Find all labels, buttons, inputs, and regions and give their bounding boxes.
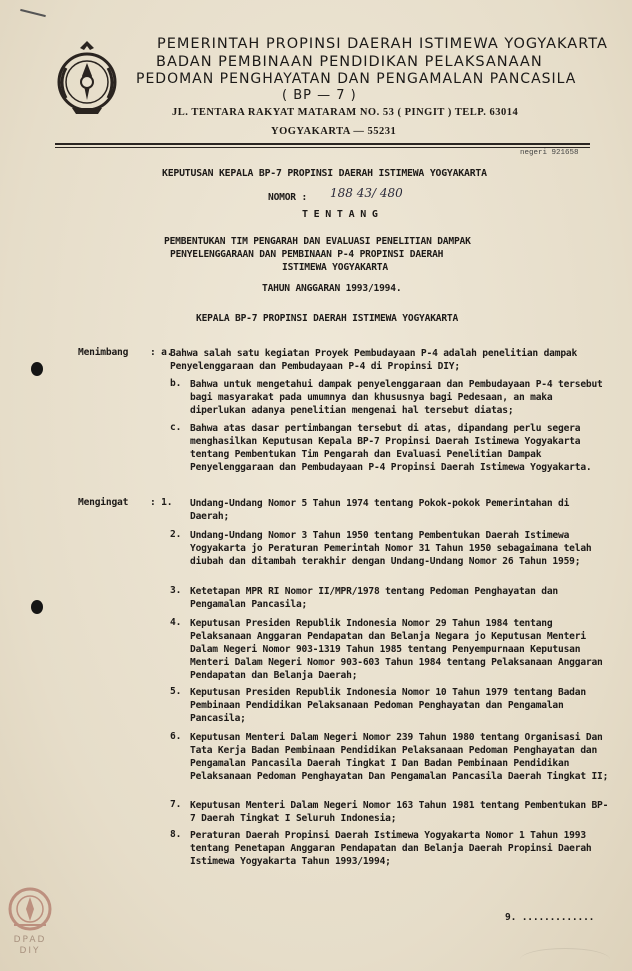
mengingat-item-6 (190, 731, 610, 783)
menimbang-item-c-text: Bahwa atas dasar pertimbangan tersebut di atas, dipandang perlu segera menghasilkan Keputusan Kepala BP-7 Propinsi Daerah Istimewa Yogyakarta tentang Pembentukan Tim Pengarah dan Evaluasi Penelitian Dampak Penyelenggaraan dan Pembudayaan P-4 Propinsi Daerah Istimewa Yogyakarta. (190, 423, 592, 473)
decree-subject-line-3: ISTIMEWA YOGYAKARTA (282, 262, 388, 273)
mengingat-marker-5: 5. (170, 686, 182, 697)
decree-number-handwritten: 188 43/ 480 (330, 186, 403, 200)
mengingat-item-7 (190, 799, 610, 825)
menimbang-item-b (190, 378, 610, 417)
letterhead-city: YOGYAKARTA — 55231 (271, 126, 397, 137)
mengingat-marker-3: 3. (170, 585, 182, 596)
mengingat-item-2-text: Undang-Undang Nomor 3 Tahun 1950 tentang Pembentukan Daerah Istimewa Yogyakarta jo Peraturan Pemerintah Nomor 31 Tahun 1950 sebagaimana telah diubah dan ditambah terakhir dengan Undang-Undang Nomor 26 Tahun 1959; (190, 530, 592, 567)
decree-fiscal-year: TAHUN ANGGARAN 1993/1994. (262, 283, 402, 294)
punch-hole-top (31, 362, 43, 376)
mengingat-item-4-text: Keputusan Presiden Republik Indonesia Nomor 29 Tahun 1984 tentang Pelaksanaan Anggaran Pendapatan dan Belanja Negara jo Keputusan Menteri Dalam Negeri Nomor 903-1319 Tahun 1985 tentang Penyempurnaan Keputusan Menteri Dalam Negeri Nomor 903-603 Tahun 1984 tentang Pelaksanaan Anggaran Pendapatan dan Belanja Daerah; (190, 618, 603, 681)
archive-number: negeri 921658 (520, 149, 579, 157)
menimbang-item-b-text: Bahwa untuk mengetahui dampak penyelenggaraan dan Pembudayaan P-4 tersebut bagi masyarakat pada umumnya dan khususnya bagi Pedesaan, an maka diperlukan adanya penelitian mengenai hal tersebut diatas; (190, 379, 603, 416)
mengingat-item-8-text: Peraturan Daerah Propinsi Daerah Istimewa Yogyakarta Nomor 1 Tahun 1993 tentang Penetapan Anggaran Pendapatan dan Belanja Daerah Propinsi Daerah Istimewa Yogyakarta Tahun 1993/1994; (190, 830, 592, 867)
mengingat-marker-1: : 1. (150, 497, 173, 508)
mengingat-item-7-text: Keputusan Menteri Dalam Negeri Nomor 163 Tahun 1981 tentang Pembentukan BP-7 Daerah Tingkat I Seluruh Indonesia; (190, 800, 609, 824)
mengingat-marker-2: 2. (170, 529, 182, 540)
mengingat-label: Mengingat (78, 497, 129, 508)
menimbang-marker-a: : a. (150, 347, 173, 358)
mengingat-item-6-text: Keputusan Menteri Dalam Negeri Nomor 239 Tahun 1980 tentang Organisasi Dan Tata Kerja Badan Pembinaan Pendidikan Pelaksanaan Pedoman Penghayatan dan Pengamalan Pancasila Daerah Tingkat I Dan Badan Pembinaan Pendidikan Pelaksanaan Pedoman Penghayatan Dan Pengamalan Pancasila Daerah Tingkat II; (190, 732, 609, 782)
ink-mark (20, 9, 46, 17)
decree-tentang: T E N T A N G (302, 209, 378, 220)
decree-subject-line-1: PEMBENTUKAN TIM PENGARAH DAN EVALUASI PENELITIAN DAMPAK (164, 236, 471, 247)
mengingat-item-8 (190, 829, 610, 868)
mengingat-item-2 (190, 529, 610, 568)
mengingat-item-5-text: Keputusan Presiden Republik Indonesia Nomor 10 Tahun 1979 tentang Badan Pembinaan Pendidikan Pelaksanaan Pedoman Penghayatan dan Pengamalan Pancasila; (190, 687, 586, 724)
continuation-marker: 9. ............. (505, 912, 595, 923)
letterhead-agency: BADAN PEMBINAAN PENDIDIKAN PELAKSANAAN (156, 54, 543, 70)
paper-fold (520, 948, 610, 971)
letterhead-agency-subtitle: PEDOMAN PENGHAYATAN DAN PENGAMALAN PANCASILA (136, 71, 577, 87)
mengingat-marker-8: 8. (170, 829, 182, 840)
menimbang-label: Menimbang (78, 347, 129, 358)
mengingat-item-5 (190, 686, 610, 725)
menimbang-item-a-text: Bahwa salah satu kegiatan Proyek Pembudayaan P-4 adalah penelitian dampak Penyelenggaraan dan Pembudayaan P-4 di Propinsi DIY; (170, 348, 578, 372)
yogyakarta-emblem-icon (54, 38, 120, 118)
mengingat-item-3-text: Ketetapan MPR RI Nomor II/MPR/1978 tentang Pedoman Penghayatan dan Pengamalan Pancasila; (190, 586, 559, 610)
mengingat-item-3 (190, 585, 610, 611)
punch-hole-bottom (31, 600, 43, 614)
mengingat-item-4 (190, 617, 610, 682)
letterhead-rule-thin (55, 147, 590, 148)
archive-seal-icon (6, 885, 54, 931)
watermark-text-diy: DIY (19, 946, 41, 956)
decree-heading: KEPUTUSAN KEPALA BP-7 PROPINSI DAERAH ISTIMEWA YOGYAKARTA (162, 168, 487, 179)
mengingat-item-1-text: Undang-Undang Nomor 5 Tahun 1974 tentang Pokok-pokok Pemerintahan di Daerah; (190, 498, 570, 522)
menimbang-item-c (190, 422, 610, 474)
letterhead-government: PEMERINTAH PROPINSI DAERAH ISTIMEWA YOGYAKARTA (157, 36, 608, 52)
archive-watermark (6, 885, 54, 965)
letterhead-abbreviation: ( BP — 7 ) (282, 88, 357, 103)
menimbang-marker-b: b. (170, 378, 182, 389)
mengingat-marker-6: 6. (170, 731, 182, 742)
decree-issuer: KEPALA BP-7 PROPINSI DAERAH ISTIMEWA YOGYAKARTA (196, 313, 459, 324)
menimbang-marker-c: c. (170, 422, 182, 433)
menimbang-item-a (170, 347, 610, 373)
letterhead-address: JL. TENTARA RAKYAT MATARAM NO. 53 ( PINGIT ) TELP. 63014 (172, 107, 519, 118)
mengingat-item-1 (190, 497, 610, 523)
decree-subject-line-2: PENYELENGGARAAN DAN PEMBINAAN P-4 PROPINSI DAERAH (170, 249, 444, 260)
decree-number-label: NOMOR : (268, 192, 308, 203)
watermark-text-dpad: DPAD (13, 935, 47, 945)
letterhead-rule-thick (55, 143, 590, 145)
mengingat-marker-4: 4. (170, 617, 182, 628)
mengingat-marker-7: 7. (170, 799, 182, 810)
